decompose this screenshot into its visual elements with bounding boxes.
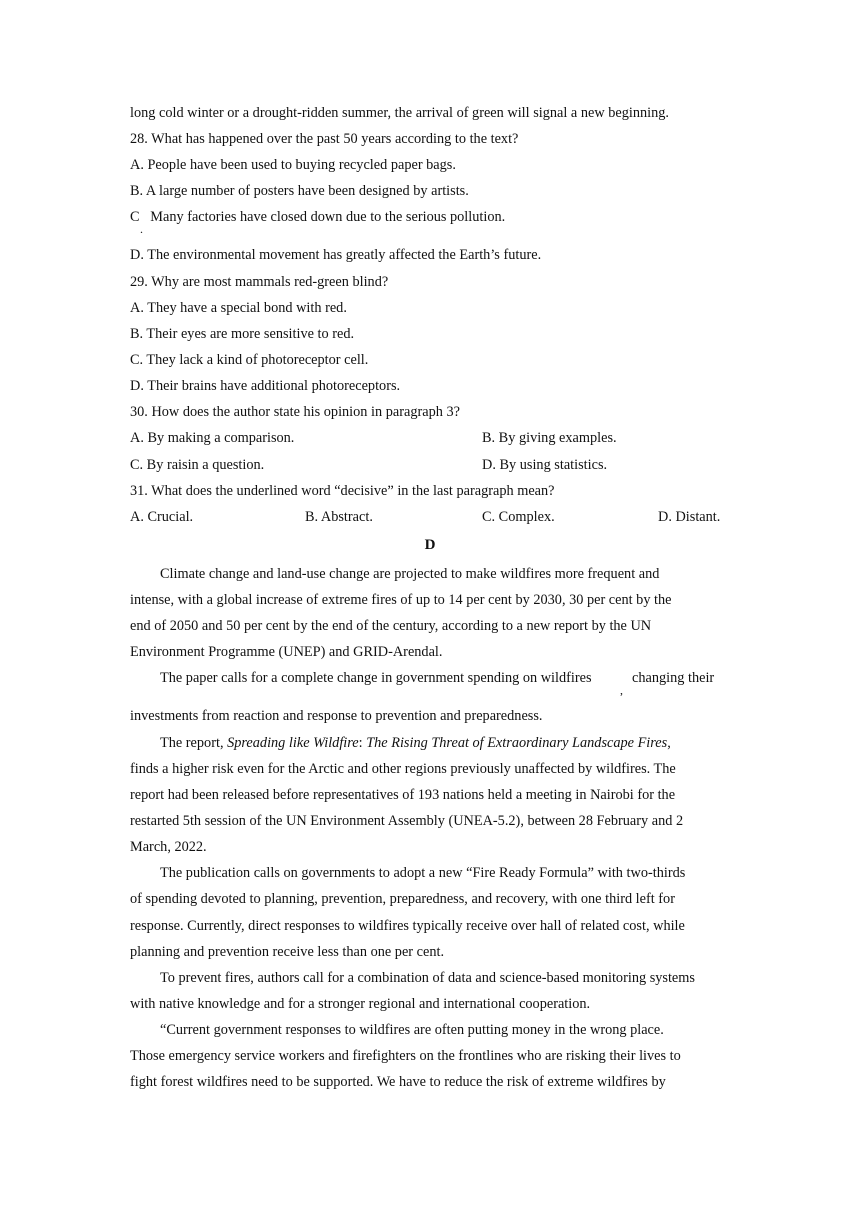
paragraph-line: To prevent fires, authors call for a combination of data and science-based monitoring systems	[160, 970, 695, 986]
paragraph-line: response. Currently, direct responses to wildfires typically receive over hall of related cost, while	[130, 918, 685, 934]
paragraph-line: restarted 5th session of the UN Environment Assembly (UNEA-5.2), between 28 February and 2	[130, 813, 684, 829]
q29-option-a: A. They have a special bond with red.	[130, 300, 347, 316]
q29-stem: 29. Why are most mammals red-green blind?	[130, 274, 389, 290]
q30-option-a: A. By making a comparison.	[130, 430, 295, 446]
q28-option-a: A. People have been used to buying recycled paper bags.	[130, 157, 456, 173]
paragraph-line-part: changing their	[632, 670, 715, 686]
q30-option-b: B. By giving examples.	[482, 430, 617, 446]
q30-option-d: D. By using statistics.	[482, 457, 608, 473]
paragraph-line: planning and prevention receive less than one per cent.	[130, 944, 445, 960]
paragraph-line: The publication calls on governments to adopt a new “Fire Ready Formula” with two-thirds	[160, 865, 686, 881]
q28-option-b: B. A large number of posters have been designed by artists.	[130, 183, 469, 199]
q29-option-d: D. Their brains have additional photoreceptors.	[130, 378, 401, 394]
stray-comma-mark: ,	[620, 683, 623, 697]
q29-option-b: B. Their eyes are more sensitive to red.	[130, 326, 355, 342]
paragraph-line: with native knowledge and for a stronger regional and international cooperation.	[130, 996, 591, 1012]
paragraph-line: fight forest wildfires need to be supported. We have to reduce the risk of extreme wildfires by	[130, 1074, 666, 1090]
q31-option-c: C. Complex.	[482, 509, 555, 525]
paragraph-line: end of 2050 and 50 per cent by the end of the century, according to a new report by the UN	[130, 618, 652, 634]
report-title: Spreading like Wildfire	[227, 735, 359, 751]
q29-option-c: C. They lack a kind of photoreceptor cell.	[130, 352, 369, 368]
q31-option-a: A. Crucial.	[130, 509, 194, 525]
q31-option-d: D. Distant.	[658, 509, 721, 525]
q28-option-d: D. The environmental movement has greatly affected the Earth’s future.	[130, 247, 542, 263]
paragraph-line: Environment Programme (UNEP) and GRID-Arendal.	[130, 644, 443, 660]
paragraph-line: Climate change and land-use change are projected to make wildfires more frequent and	[160, 566, 660, 582]
report-subtitle: The Rising Threat of Extraordinary Landscape Fires	[366, 735, 668, 751]
paragraph-line-part: The paper calls for a complete change in government spending on wildfires	[160, 670, 592, 686]
text-run: :	[358, 735, 367, 751]
paragraph-line: of spending devoted to planning, prevention, preparedness, and recovery, with one third left for	[130, 891, 675, 907]
q30-stem: 30. How does the author state his opinion in paragraph 3?	[130, 404, 460, 420]
paragraph-line	[160, 733, 671, 753]
q31-stem: 31. What does the underlined word “decisive” in the last paragraph mean?	[130, 483, 555, 499]
paragraph-line: Those emergency service workers and firefighters on the frontlines who are risking their lives to	[130, 1048, 681, 1064]
passage-c-last-line: long cold winter or a drought-ridden summer, the arrival of green will signal a new beginning.	[130, 105, 669, 121]
passage-d-heading: D	[424, 537, 436, 553]
paragraph-line: March, 2022.	[130, 839, 207, 855]
paragraph-line: “Current government responses to wildfires are often putting money in the wrong place.	[160, 1022, 664, 1038]
paragraph-line: investments from reaction and response to prevention and preparedness.	[130, 708, 543, 724]
paragraph-line: intense, with a global increase of extreme fires of up to 14 per cent by 2030, 30 per cent by the	[130, 592, 672, 608]
paragraph-line: finds a higher risk even for the Arctic and other regions previously unaffected by wildfires. The	[130, 761, 676, 777]
paragraph-line: report had been released before representatives of 193 nations held a meeting in Nairobi for the	[130, 787, 676, 803]
q31-option-b: B. Abstract.	[305, 509, 373, 525]
q30-option-c: C. By raisin a question.	[130, 457, 265, 473]
q28-option-c-mark: .	[140, 222, 143, 236]
text-run: The report,	[160, 735, 228, 751]
text-run: ,	[667, 735, 671, 751]
q28-stem: 28. What has happened over the past 50 years according to the text?	[130, 131, 519, 147]
q28-option-c: C Many factories have closed down due to the serious pollution.	[130, 209, 506, 225]
